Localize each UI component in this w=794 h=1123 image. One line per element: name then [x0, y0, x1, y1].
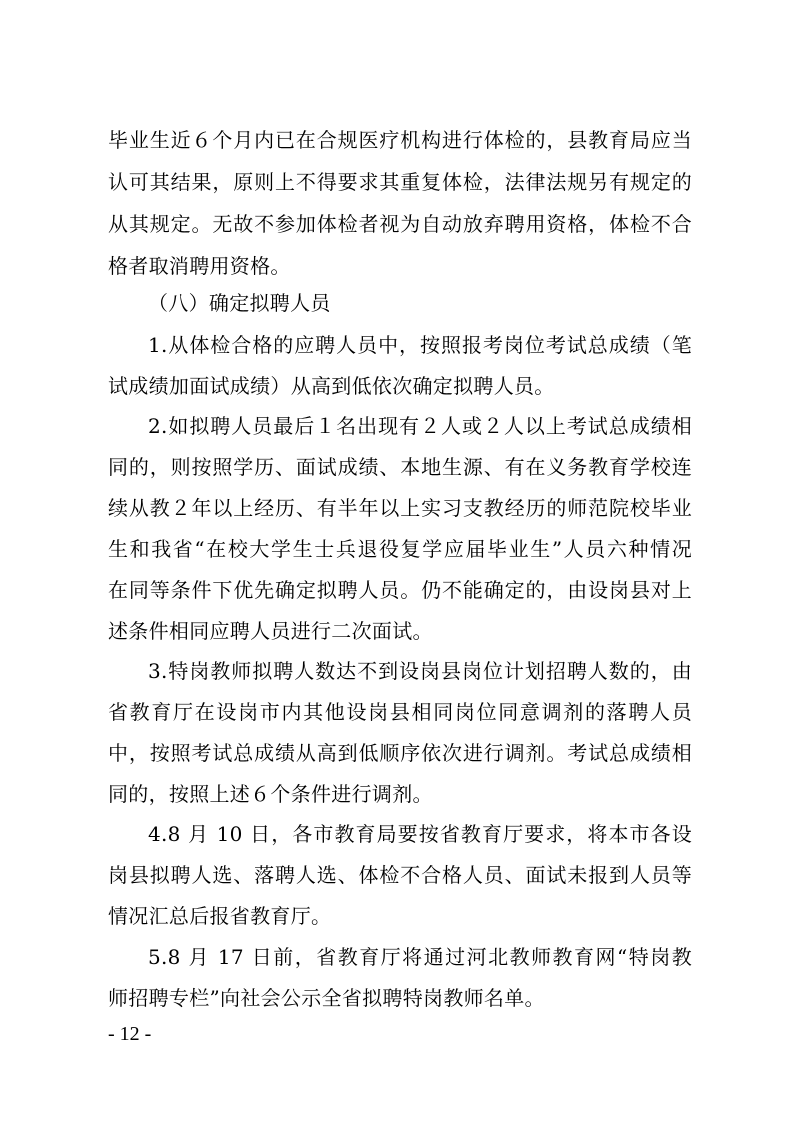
body-line: 认可其结果，原则上不得要求其重复体检，法律法规另有规定的 [108, 170, 692, 194]
body-line: 师招聘专栏”向社会公示全省拟聘特岗教师名单。 [108, 986, 545, 1010]
body-line: 毕业生近６个月内已在合规医疗机构进行体检的，县教育局应当 [108, 128, 692, 152]
body-line: 4.8 月 10 日，各市教育局要按省教育厅要求，将本市各设 [148, 822, 692, 846]
body-line: 省教育厅在设岗市内其他设岗县相同岗位同意调剂的落聘人员 [108, 700, 692, 724]
body-line: 5.8 月 17 日前，省教育厅将通过河北教师教育网“特岗教 [148, 945, 692, 969]
section-heading: （八）确定拟聘人员 [148, 291, 331, 315]
body-line: 续从教２年以上经历、有半年以上实习支教经历的师范院校毕业 [108, 496, 692, 520]
body-line: 生和我省“在校大学生士兵退役复学应届毕业生”人员六种情况 [108, 537, 692, 561]
body-line: 格者取消聘用资格。 [108, 254, 291, 278]
body-line: 同的，按照上述６个条件进行调剂。 [108, 782, 433, 806]
body-line: 从其规定。无故不参加体检者视为自动放弃聘用资格，体检不合 [108, 212, 692, 236]
body-line: 岗县拟聘人选、落聘人选、体检不合格人员、面试未报到人员等 [108, 863, 692, 887]
body-line: 3.特岗教师拟聘人数达不到设岗县岗位计划招聘人数的，由 [148, 659, 692, 683]
body-line: 同的，则按照学历、面试成绩、本地生源、有在义务教育学校连 [108, 455, 692, 479]
body-line: 1.从体检合格的应聘人员中，按照报考岗位考试总成绩（笔 [148, 333, 692, 357]
body-line: 试成绩加面试成绩）从高到低依次确定拟聘人员。 [108, 374, 555, 398]
body-line: 2.如拟聘人员最后１名出现有２人或２人以上考试总成绩相 [148, 414, 692, 438]
page-number: - 12 - [108, 1023, 152, 1045]
body-line: 述条件相同应聘人员进行二次面试。 [108, 619, 433, 643]
body-line: 在同等条件下优先确定拟聘人员。仍不能确定的，由设岗县对上 [108, 578, 692, 602]
body-line: 情况汇总后报省教育厅。 [108, 904, 332, 928]
body-line: 中，按照考试总成绩从高到低顺序依次进行调剂。考试总成绩相 [108, 741, 692, 765]
